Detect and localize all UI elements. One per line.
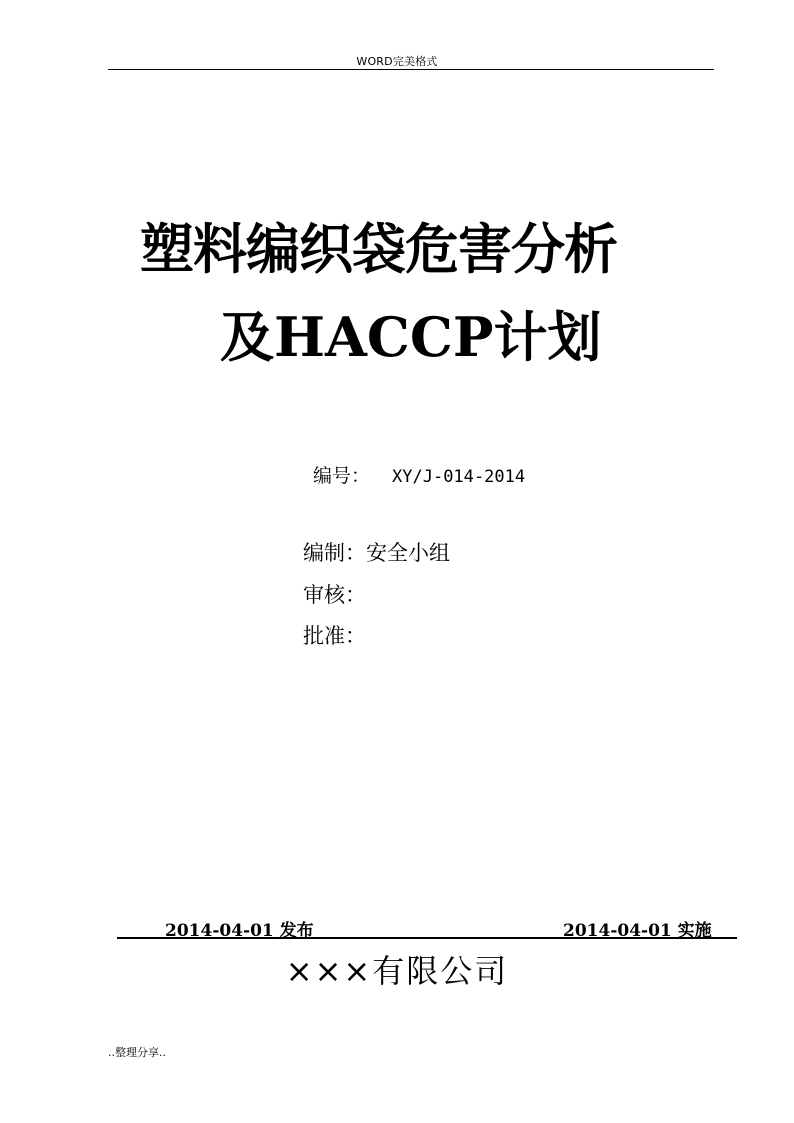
page-header-text: WORD完美格式 xyxy=(356,55,438,68)
document-title-line-1: 塑料编织袋危害分析 xyxy=(140,217,617,281)
approved-by: 批准： xyxy=(303,624,366,648)
reviewed-by: 审核： xyxy=(303,583,366,607)
footer-divider xyxy=(117,937,737,939)
prepared-by: 编制：安全小组 xyxy=(303,541,450,565)
document-title-line-2: 及HACCP计划 xyxy=(220,305,602,369)
effective-date: 2014-04-01 实施 xyxy=(563,921,712,941)
company-name: ×××有限公司 xyxy=(285,952,509,990)
issue-date: 2014-04-01 发布 xyxy=(165,921,314,941)
document-code-label: 编号： xyxy=(313,465,371,487)
page-footer-text: ..整理分享.. xyxy=(108,1046,166,1059)
document-code-value: XY/J-014-2014 xyxy=(392,467,526,487)
header-divider xyxy=(108,69,714,70)
document-code xyxy=(313,467,525,486)
